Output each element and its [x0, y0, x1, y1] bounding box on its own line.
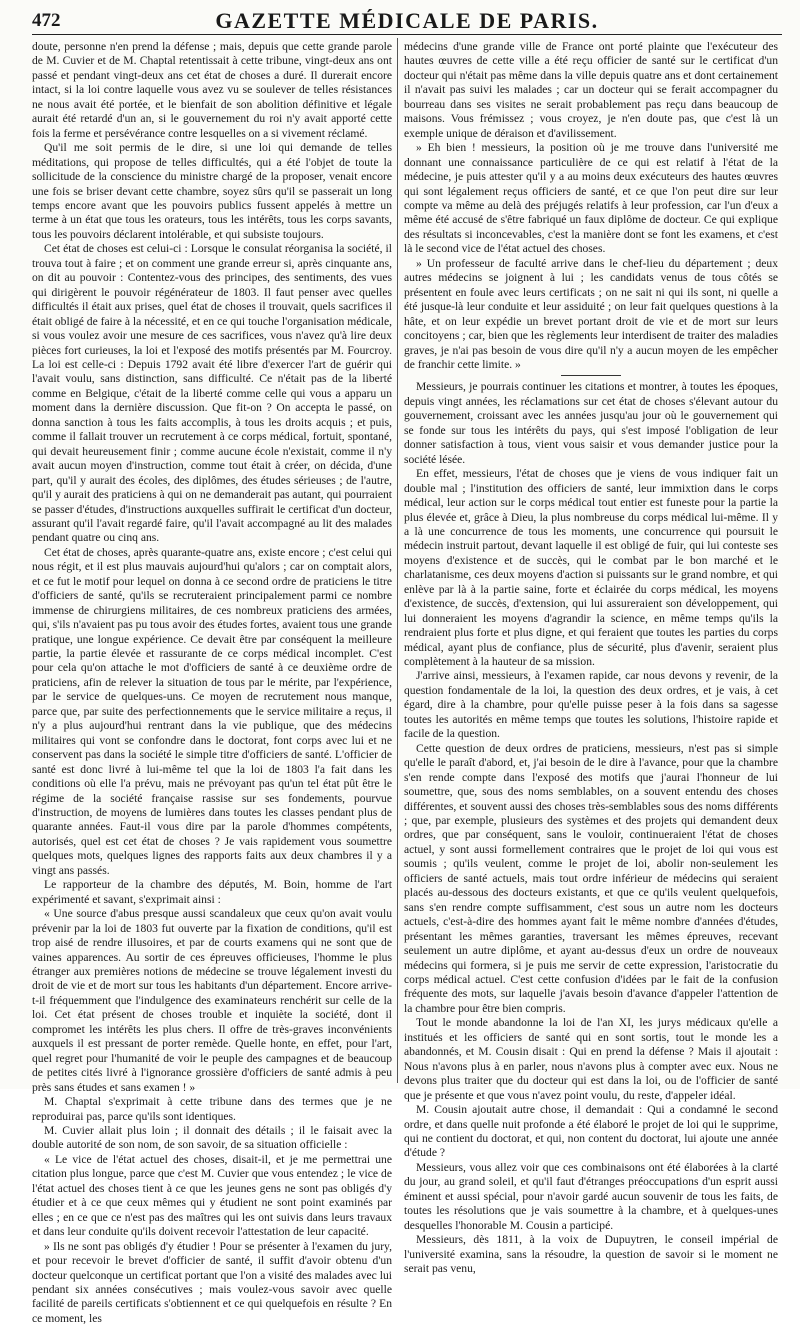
quote-paragraph: « Une source d'abus presque aussi scandaleux que ceux qu'on avait voulu prévenir par la loi de 1803 fut ouverte par la fixation de conditions, qu'il est trop aisé de rendre illusoires, et par de courts examens qui ne sont que de vaines apparences. Au sortir de ces épreuves officieuses, l'homme le plus étranger aux premières notions de médecine se trouve légalement investi du droit de vie et de mort sur tous les habitants d'un département. Encore arrive-t-il fréquemment que l'indulgence des examinateurs renchérit sur celle de la loi. Cet état présent de choses trouble et inquiète la société, dont il compromet les intérêts les plus chers. Il offre de très-graves inconvénients auxquels il est pressant de porter remède. Quelle honte, en effet, pour l'art, quel regret pour l'humanité de voir le peuple des campagnes et de beaucoup de petites cités livré à l'ignorance grossière d'officiers de santé admis à peu près sans études et sans examen ! »: [32, 907, 392, 1094]
paragraph: Messieurs, je pourrais continuer les citations et montrer, à toutes les époques, depuis vingt années, les réclamations sur cet état de choses s'élevant autour du gouvernement, croissant avec les années jusqu'au jour où le gouvernement qui se fonde sur tous les intérêts du pays, qui s'est imposé l'obligation de leur donner satisfaction à tous, vient vous saisir et vous demander justice pour la société lésée.: [404, 380, 778, 466]
quote-paragraph: » Ils ne sont pas obligés d'y étudier ! Pour se présenter à l'examen du jury, et pour recevoir le brevet d'officier de santé, il suffit d'avoir obtenu d'un docteur quelconque un certificat portant que l'on a visité des malades avec lui pendant six années consécutives ; mais voulez-vous savoir avec quelle facilité de pareils certificats s'obtiennent et ce qui quelquefois en résulte ? En ce moment, les: [32, 1239, 392, 1325]
left-column: [32, 40, 392, 1325]
quote-paragraph: médecins d'une grande ville de France ont porté plainte que l'exécuteur des hautes œuvres de cette ville a été reçu officier de santé sur le certificat d'un docteur qui n'était pas même dans la ville depuis quatre ans et dont certainement il n'avait pas suivi les malades ; car un docteur qui se ferait accompagner du bourreau dans ses visites ne serait probablement pas reçu dans beaucoup de maisons. Vous frémissez ; vous croyez, je n'en doute pas, que c'est là un exemple unique de déraison et d'avilissement.: [404, 40, 778, 140]
paragraph: Cet état de choses est celui-ci : Lorsque le consulat réorganisa la société, il trouva tout à faire ; et on comment une grande erreur si, après cinquante ans, on dit au pouvoir : Contentez-vous des principes, des sentiments, des vues qui dirigèrent le pouvoir régénérateur de 1803. Il faut penser avec quelles difficultés il était aux prises, quel état de choses il trouvait, quels sacrifices il était obligé de faire à la nécessité, et en ce qui touche l'organisation médicale, si vous voulez avoir une mesure de ces sacrifices, vous n'avez qu'à lire deux pièces fort curieuses, la loi et l'exposé des motifs présentés par M. Fourcroy. La loi est celle-ci : Depuis 1792 avait été libre d'exercer l'art de guérir qui l'avait voulu, sans distinction, sans difficulté. Ce n'était pas de la liberté comme en Belgique, c'était de la liberté comme celle qui vous a apparu un moment dans la dernière discussion. Que fit-on ? On accepta le passé, on donna sanction à tous les faits accomplis, à tous les droits acquis ; et puis, comme il fallait trouver un recrutement à ce corps médical, fortuit, spontané, qui devait heureusement finir ; comme aucune école n'existait, comme il n'y avait aucun moyen d'instruction, comme tout était à créer, on décida, d'une part, qu'il y aurait des écoles, des diplômes, des études sérieuses ; de l'autre, qu'il y aurait des praticiens à qui on ne demanderait pas autant, qui pourraient se passer d'études, d'instructions auxquelles suffirait le certificat d'un docteur, assurant qu'il l'avait regardé faire, qu'il l'avait accompagné au lit des malades pendant quatre ou cinq ans.: [32, 242, 392, 545]
page-number: 472: [32, 10, 61, 31]
paragraph: En effet, messieurs, l'état de choses que je viens de vous indiquer fait un double mal ; l'institution des officiers de santé, leur immixtion dans le corps médical, leur action sur le corps médical tout entier est funeste pour la partie la plus élevée et, grâce à Dieu, la plus nombreuse du corps médical lui-même. Il y a là une concurrence de tous les moments, une concurrence qui poursuit le médecin instruit partout, devant laquelle il est obligé de fuir, qui lui conteste ses moyens d'existence et de succès, qui le combat par le bon marché et le charlatanisme, ces deux moyens d'action si puissants sur le grand nombre, et qui enlève par là à la partie saine, forte et éclairée du corps médical, les moyens d'existence, de succès, d'extension, qui lui assureraient son développement, qui lui donneraient les moyens d'agrandir la science, en même temps qu'ils la rendraient plus forte et plus digne, et qui feraient que toutes les parties du corps médical, ayant plus de confiance, plus de sécurité, plus d'avenir, seraient plus complètement à la hauteur de sa mission.: [404, 467, 778, 669]
journal-title: GAZETTE MÉDICALE DE PARIS.: [215, 8, 599, 33]
quote-paragraph: » Un professeur de faculté arrive dans le chef-lieu du département ; deux autres médecins se joignent à lui ; les candidats venus de tous côtés se présentent en foule avec leurs certificats ; on ne sait ni qui ils sont, ni quelle a été jusque-là leur conduite et leur assiduité ; on leur fait quelques questions à la hâte, et on leur expédie un brevet portant droit de vie et de mort sur leurs concitoyens ; car, bien que les règlements leur interdisent de traiter des maladies graves, je n'ai pas besoin de vous dire qu'il n'y a aucun moyen de les empêcher de franchir cette limite. »: [404, 256, 778, 371]
paragraph: M. Cuvier allait plus loin ; il donnait des détails ; il le faisait avec la double autorité de son nom, de son savoir, de sa situation officielle :: [32, 1123, 392, 1152]
page-header: [32, 6, 782, 32]
paragraph: M. Cousin ajoutait autre chose, il demandait : Qui a condamné le second ordre, et dans quelle nuit profonde a été élaboré le projet de loi qui le supprime, qui ne contient du doctorat, et qui, non content du doctorat, lui ajoute une année d'étude ?: [404, 1103, 778, 1160]
quote-paragraph: « Le vice de l'état actuel des choses, disait-il, et je me permettrai une citation plus longue, parce que c'est M. Cuvier que vous entendez ; le vice de l'état actuel des choses tient à ce que les jeunes gens ne sont pas obligés d'y étudier et à ce que ceux mêmes qui y étudient ne sont point examinés par elles ; en ce que ce n'est pas des maîtres qui les ont suivis dans leurs travaux et dans leur conduite qu'ils doivent recevoir l'attestation de leur capacité.: [32, 1152, 392, 1239]
right-column: [404, 40, 778, 1276]
quote-paragraph: » Eh bien ! messieurs, la position où je me trouve dans l'université me donnant une connaissance particulière de ce qui est relatif à l'état de la médecine, je puis attester qu'il y a au moins deux exécuteurs des hautes œuvres qui sont légalement reçus officiers de santé, et ce que l'on peut dire sur leur compte va même au delà des préjugés relatifs à leur profession, car l'un d'eux a même été accusé de s'être fabriqué un faux diplôme de docteur. Ce qui explique des résultats si inconcevables, c'est la manière dont se font les examens, et c'est là le second vice de l'état actuel des choses.: [404, 141, 778, 256]
section-separator: [561, 375, 621, 376]
column-divider: [397, 38, 398, 1083]
paragraph: doute, personne n'en prend la défense ; mais, depuis que cette grande parole de M. Cuvier et de M. Chaptal retentissait à cette tribune, vingt-deux ans ont passé et pendant vingt-deux ans cet état de choses a duré. Il durerait encore intact, si la loi contre laquelle vous avez vu se soulever de telles résistances ne nous avait été portée, et le bienfait de son abolition définitive et légale aurait été retardé d'un an, si le gouvernement du roi n'y avait apporté cette fois la ferme et persévérance contre lesquelles on a si vivement réclamé.: [32, 40, 392, 140]
paragraph: M. Chaptal s'exprimait à cette tribune dans des termes que je ne reproduirai pas, parce qu'ils sont identiques.: [32, 1095, 392, 1123]
paragraph: Messieurs, dès 1811, à la voix de Dupuytren, le conseil impérial de l'université examina, sans la résoudre, la question de savoir si le moment ne serait pas venu,: [404, 1233, 778, 1276]
paragraph: Tout le monde abandonne la loi de l'an XI, les jurys médicaux qu'elle a institués et les officiers de santé qui en sont sortis, tout le monde les a abandonnés, et M. Cousin disait : Qui en prend la défense ? Mais il ajoutait : Nous n'avons plus à en parler, nous n'avons plus à compter avec eux. Nous ne devons plus traiter que du docteur qui est dans la loi, ou de l'officier de santé que je présente et que vous n'avez point voulu, du reste, d'appeler idéal.: [404, 1016, 778, 1102]
paragraph: Qu'il me soit permis de le dire, si une loi qui demande de telles méditations, qui propose de telles difficultés, qui a été l'objet de toute la sollicitude de la conscience du ministre chargé de la proposer, venait encore une fois se briser devant cette chambre, soyez sûrs qu'il se passerait un long temps encore avant que les pouvoirs publics fussent appelés à mettre un terme à un état que tous les orateurs, tous les intérêts, tous les corps savants, tous les pouvoirs déclarent intolérable, et qui subsiste toujours.: [32, 141, 392, 241]
paragraph: J'arrive ainsi, messieurs, à l'examen rapide, car nous devons y revenir, de la question fondamentale de la loi, la question des deux ordres, et je vais, à cet égard, dire à la chambre, pour qu'elle puisse peser à la fois dans sa sagesse toutes les autorités en même temps que toutes les solutions, l'histoire rapide et facile de la question.: [404, 669, 778, 741]
paragraph: Cette question de deux ordres de praticiens, messieurs, n'est pas si simple qu'elle le paraît d'abord, et, j'ai besoin de le dire à l'avance, pour que la chambre s'en rende compte dans l'exposé des motifs que j'aurai l'honneur de lui soumettre, que, sous des noms semblables, on a souvent entendu des choses différentes, et souvent aussi des choses très-semblables sous des noms différents ; que, par exemple, plusieurs des systèmes et des projets qui demandent deux ordres, que par conséquent, sans le vouloir, continueraient l'état de choses actuel, y sont aussi formellement contraires que le projet de loi qui vous est soumis ; qu'ils veulent, comme le projet de loi, abolir non-seulement les officiers de santé actuels, mais tout ordre inférieur de médecins qui seraient placés au-dessous des docteurs existants, et que ce qu'ils veulent quelquefois, sans s'en rendre compte suffisamment, c'est sous un autre nom les docteurs actuels, c'est-à-dire des hommes ayant fait le même nombre d'années d'études, présentant les mêmes garanties, traversant les mêmes épreuves, recevant seulement un autre diplôme, et ayant au-dessus d'eux un ordre de nouveaux médecins qui formera, si je puis me servir de cette expression, l'aristocratie du corps médical actuel. C'est cette confusion d'idées par le fait de la confusion fréquente des mots, sur laquelle j'avais besoin d'avance d'appeler l'attention de la chambre pour être bien compris.: [404, 741, 778, 1015]
paragraph: Le rapporteur de la chambre des députés, M. Boin, homme de l'art expérimenté et savant, s'exprimait ainsi :: [32, 878, 392, 906]
header-rule: [32, 34, 782, 35]
paragraph: Cet état de choses, après quarante-quatre ans, existe encore ; c'est celui qui nous régit, et il est plus mauvais aujourd'hui qu'alors ; car on comptait alors, et ce fut le motif pour lequel on donna à ce second ordre de praticiens le titre d'officiers de santé, qu'ils se recruteraient principalement parmi ce nombre immense de chirurgiens militaires, de ces nombreux praticiens des armées, qui, s'ils n'avaient pas pu tous avoir des études fortes, avaient tous une grande pratique, une longue expérience. Ce devait être par conséquent la meilleure partie, la partie élevée et rassurante de ce corps médical incomplet. C'est pour cela qu'on attache le mot d'officiers de santé à ce deuxième ordre de praticiens, afin de relever la situation de tous par le mérite, par l'expérience, par le service de quelques-uns. Ce moyen de recrutement nous manque, parce que, par suite des perfectionnements que le service militaire a reçus, il n'y a plus aujourd'hui rentrant dans la vie publique, que des médecins militaires qui vont se confondre dans le doctorat, font corps avec lui et ne conservent pas dans la société le simple titre d'officiers de santé. L'officier de santé est donc livré à lui-même tel que la loi de 1803 l'a fait dans les conditions où elle l'a prévu, mais ne prévoyant pas qu'un tel état pût être le régime de la société française rassise sur ses fondements, pourvue d'instruction, de moyens de lumières dans toutes les classes pendant plus de quarante années. Faut-il vous dire par la parole d'hommes compétents, autorisés, quel est cet état de choses ? Je vais rapidement vous soumettre quelques mots, quelques lignes des rapports faits aux deux chambres il y a vingt ans passés.: [32, 545, 392, 877]
paragraph: Messieurs, vous allez voir que ces combinaisons ont été élaborées à la clarté du jour, au grand soleil, et qu'il faut d'étranges préoccupations d'un esprit aussi éminent et aussi spécial, pour n'avoir gardé aucun souvenir de tous les faits, de toutes les résolutions que je vais soumettre à la chambre, et à quelques-unes desquelles l'honorable M. Cousin a participé.: [404, 1160, 778, 1232]
